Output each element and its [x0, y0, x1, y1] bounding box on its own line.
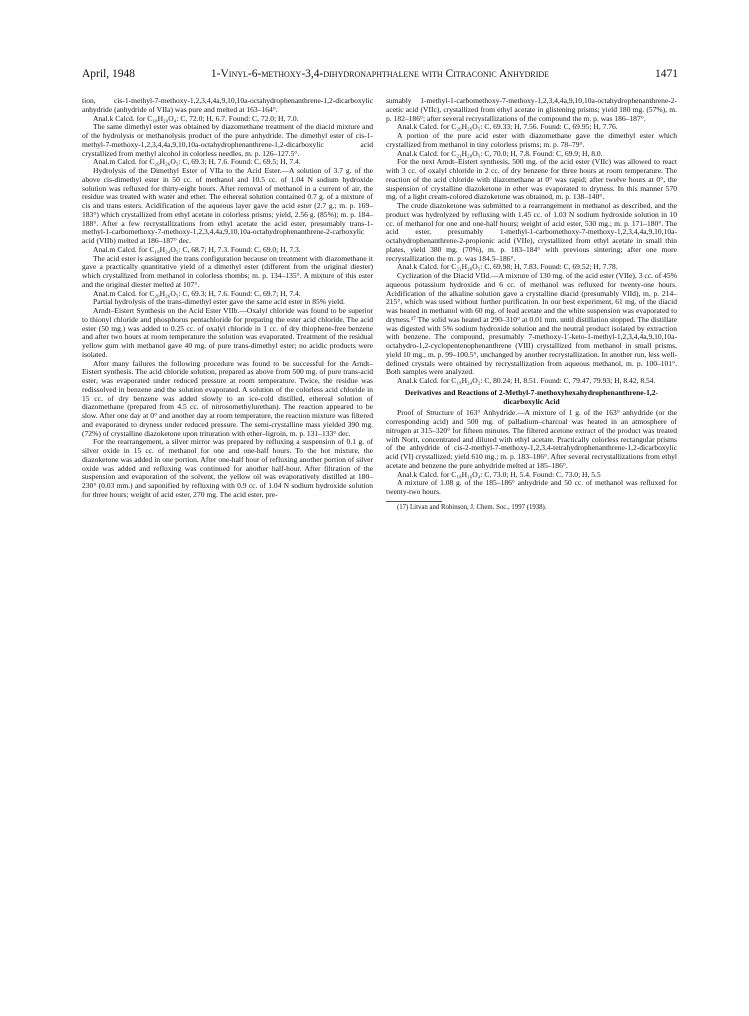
paragraph: After many failures the following procedure was found to be successful for the Arndt–Eistert synthesis. The acid chloride solution, prepared as above from 500 mg. of pure trans-acid ester, was evaporated under reduced pressure at room temperature. Twice, the residue was redissolved in benzene and the solution evaporated. A solution of the colorless acid chloride in 15 cc. of dry benzene was added slowly to an ice-cold distilled, ethereal solution of diazomethane (prepared from 4.5 cc. of nitrosomethylurethan). The reaction appeared to be slow. After one day at 0° and another day at room temperature, the reaction mixture was filtered and evaporated to dryness under reduced pressure. The semi-crystalline mass yielded 390 mg. (72%) of crystalline diazoketone upon trituration with ether–ligroin, m. p. 131–133° dec. [82, 358, 373, 438]
paragraph: Anal.k Calcd. for C₁₉H₂₄O₂: C, 80.24; H, 8.51. Found: C, 79.47, 79.93; H, 8.42, 8.54. [397, 376, 656, 385]
paragraph: Cyclization of the Diacid VIId.—A mixture of 130 mg. of the acid ester (VIIe), 3 cc. of 45% aqueous potassium hydroxide and 6 cc. of methanol was refluxed for twenty-one hours. Acidification of the alkaline solution gave a crystalline diacid (presumably VIId), m. p. 214–215°, which was used without further purification. In our best experiment, 61 mg. of the diacid was heated in methanol with 60 mg. of lead acetate and the white suspension was evaporated to dryness.¹⁷ The solid was heated at 290–310° at 0.01 mm. until distillation stopped. The distillate was digested with 5% sodium hydroxide solution and the neutral product isolated by extraction with benzene. The compound, presumably 7-methoxy-1′-keto-1-methyl-1,2,3,4,4a,9,10,10a-octahydro-1,2-cyclopentenophenanthrene (VIII) crystallized from methanol in small prisms, yield 10 mg., m. p. 99–100.5°, unchanged by another recrystallization. In another run, less well-defined crystals were obtained by recrystallization from aqueous methanol, m. p. 100–101°. Both samples were analyzed. [386, 271, 677, 377]
paragraph: For the next Arndt–Eistert synthesis, 500 mg. of the acid ester (VIIc) was allowed to react with 3 cc. of oxalyl chloride in 2 cc. of dry benzene for three hours at room temperature. The reaction of the acid chloride with diazomethane at 0° was rapid; after twelve hours at 0°, the suspension of crystalline diazoketone in ether was evaporated to dryness. In this manner 570 mg. of a light cream-colored diazoketone was obtained, m. p. 138–140°. [386, 157, 677, 202]
paragraph: Anal.k Calcd. for C₁₈H₂₀O₄: C, 72.0; H, 6.7. Found: C, 72.0; H, 7.0. [93, 113, 299, 123]
footnote-rule [386, 501, 442, 502]
paragraph: Anal.k Calcd. for C₂₀H₂₆O₅: C, 69.33; H, 7.56. Found: C, 69.95; H, 7.76. [397, 122, 618, 132]
page-number: 1471 [655, 68, 678, 80]
right-column-body [386, 97, 677, 497]
paragraph: Proof of Structure of 163° Anhydride.—A mixture of 1 g. of the 163° anhydride (or the corresponding acid) and 500 mg. of palladium–charcoal was heated in an atmosphere of nitrogen at 315–320° for fifteen minutes. The filtered acetone extract of the product was treated with Norit, concentrated and diluted with ethyl acetate. Practically colorless rectangular prisms of the anhydride of cis-2-methyl-7-methoxy-1,2,3,4-tetrahydrophenanthrene-1,2-dicarboxylic acid (VI) crystallized; yield 610 mg.; m. p. 183–186°. After several recrystallizations from ethyl acetate and benzene the pure anhydride melted at 185–186°. [386, 408, 677, 470]
paragraph: Arndt–Eistert Synthesis on the Acid Ester VIIb.—Oxalyl chloride was found to be superior to thionyl chloride and phosphorus pentachloride for preparing the ester acid chloride. The acid ester (50 mg.) was added to 0.25 cc. of oxalyl chloride in 1 cc. of dry thiophene-free benzene and after two hours at room temperature the solution was evaporated. Treatment of the residual yellow gum with methanol gave 40 mg. of pure trans-dimethyl ester; no acidic products were isolated. [82, 306, 373, 359]
paragraph: Anal.k Calcd. for C₁₈H₁₆O₄: C, 73.0; H, 5.4. Found: C, 73.0; H, 5.5 [397, 469, 601, 479]
paragraph: Hydrolysis of the Dimethyl Ester of VIIa to the Acid Ester.—A solution of 3.7 g. of the above cis-dimethyl ester in 50 cc. of methanol and 10.5 cc. of 1.04 N sodium hydroxide solution was refluxed for thirty-eight hours. After removal of methanol in a current of air, the residue was treated with water and ether. The ethereal solution contained 0.7 g. of a mixture of cis and trans esters. Acidification of the aqueous layer gave the acid ester (2.7 g.; m. p. 169–183°) which crystallized from ethyl acetate in colorless prisms; yield, 2.56 g. (85%); m. p. 184–188°. After a few recrystallizations from ethyl acetate the acid ester, presumably trans-1-methyl-1-carbomethoxy-7-methoxy-1,2,3,4,4a,9,10,10a-octahydrophenanthrene-2-carboxylic acid (VIIb) melted at 186–187° dec. [82, 166, 373, 245]
paragraph: Anal.m Calcd. for C₂₀H₂₆O₅: C, 69.3; H, 7.6. Found: C, 69.5; H, 7.4. [93, 157, 301, 167]
paragraph: sumably 1-methyl-1-carbomethoxy-7-methoxy-1,2,3,4,4a,9,10,10a-octahydrophenanthrene-2-acetic acid (VIIc), crystallized from ethyl acetate in glistening prisms; yield 180 mg. (57%), m. p. 182–186°; after several recrystallizations of the compound the m. p. was 186–187°. [386, 96, 677, 123]
paragraph: Anal.m Calcd. for C₂₀H₂₆O₅: C, 69.3; H, 7.6. Found: C, 69.7; H, 7.4. [93, 288, 301, 298]
running-header [82, 68, 678, 84]
paragraph: Anal.k Calcd. for C₂₁H₂₈O₅: C, 69.98; H, 7.83. Found: C, 69.52; H, 7.78. [397, 262, 618, 272]
header-date: April, 1948 [82, 68, 136, 80]
paragraph: A mixture of 1.08 g. of the 185–186° anhydride and 50 cc. of methanol was refluxed for twenty-two hours. [386, 478, 677, 496]
paragraph: The same dimethyl ester was obtained by diazomethane treatment of the diacid mixture and of the hydrolysis or methanolysis product of the pure anhydride. The dimethyl ester of cis-1-methyl-7-methoxy-1,2,3,4,4a,9,10,10a-octahydrophenanthrene-1,2-dicarboxylic acid crystallized from methyl alcohol in colorless needles, m. p. 126–127.5°. [82, 122, 373, 158]
paragraph: Anal.k Calcd. for C₂₁H₂₈O₅: C, 70.0; H, 7.8. Found: C, 69.9; H, 8.0. [397, 148, 603, 158]
left-column [82, 97, 373, 500]
right-column [386, 97, 677, 513]
paragraph: A portion of the pure acid ester with diazomethane gave the dimethyl ester which crystallized from methanol in tiny colorless prisms; m. p. 78–79°. [386, 131, 677, 149]
section-heading: Derivatives and Reactions of 2-Methyl-7-methoxyhexahydrophenanthrene-1,2-dicarboxylic Acid [404, 387, 659, 406]
paragraph: Partial hydrolysis of the trans-dimethyl ester gave the same acid ester in 85% yield. [93, 297, 345, 307]
paragraph: Anal.m Calcd. for C₁₉H₂₄O₅: C, 68.7; H, 7.3. Found: C, 69.0; H, 7.3. [93, 244, 301, 254]
paragraph: tion, cis-1-methyl-7-methoxy-1,2,3,4,4a,9,10,10a-octahydrophenanthrene-1,2-dicarboxylic anhydride (anhydride of VIIa) was pure and melted at 163–164°. [82, 96, 373, 114]
footnote: (17) Litvan and Robinson, J. Chem. Soc., 1997 (1938). [397, 503, 547, 511]
paragraph: The crude diazoketone was submitted to a rearrangement in methanol as described, and the product was hydrolyzed by refluxing with 1.45 cc. of 1.03 N sodium hydroxide solution in 10 cc. of methanol for one and one-half hours; weight of acid ester, 530 mg.; m. p. 171–180°. The acid ester, presumably 1-methyl-1-carbomethoxy-7-methoxy-1,2,3,4,4a,9,10,10a-octahydrophenanthrene-2-propionic acid (VIIe), crystallized from ethyl acetate in small thin plates, yield 380 mg. (70%), m. p. 183–184° with previous sintering; after one more recrystallization the m. p. was 184.5–186°. [386, 201, 677, 263]
paragraph: For the rearrangement, a silver mirror was prepared by refluxing a suspension of 0.1 g. of silver oxide in 15 cc. of methanol for one and one-half hours. To the hot mixture, the diazoketone was added in one portion. After one-half hour of refluxing another portion of silver oxide was added and refluxing was continued for another half-hour. After filtration of the suspension and evaporation of the solvent, the yellow oil was evaporatively distilled at 180–230° (0.03 mm.) and saponified by refluxing with 0.9 cc. of 1.04 N sodium hydroxide solution for three hours; weight of acid ester, 270 mg. The acid ester, pre- [82, 437, 373, 499]
paragraph: The acid ester is assigned the trans configuration because on treatment with diazomethane it gave a practically quantitative yield of a dimethyl ester (different from the original diester) which crystallized from methanol in colorless rhombs; m. p. 134–135°. A mixture of this ester and the original diester melted at 107°. [82, 253, 373, 289]
header-title: 1-Vinyl-6-methoxy-3,4-dihydronaphthalene with Citraconic Anhydride [210, 68, 550, 80]
